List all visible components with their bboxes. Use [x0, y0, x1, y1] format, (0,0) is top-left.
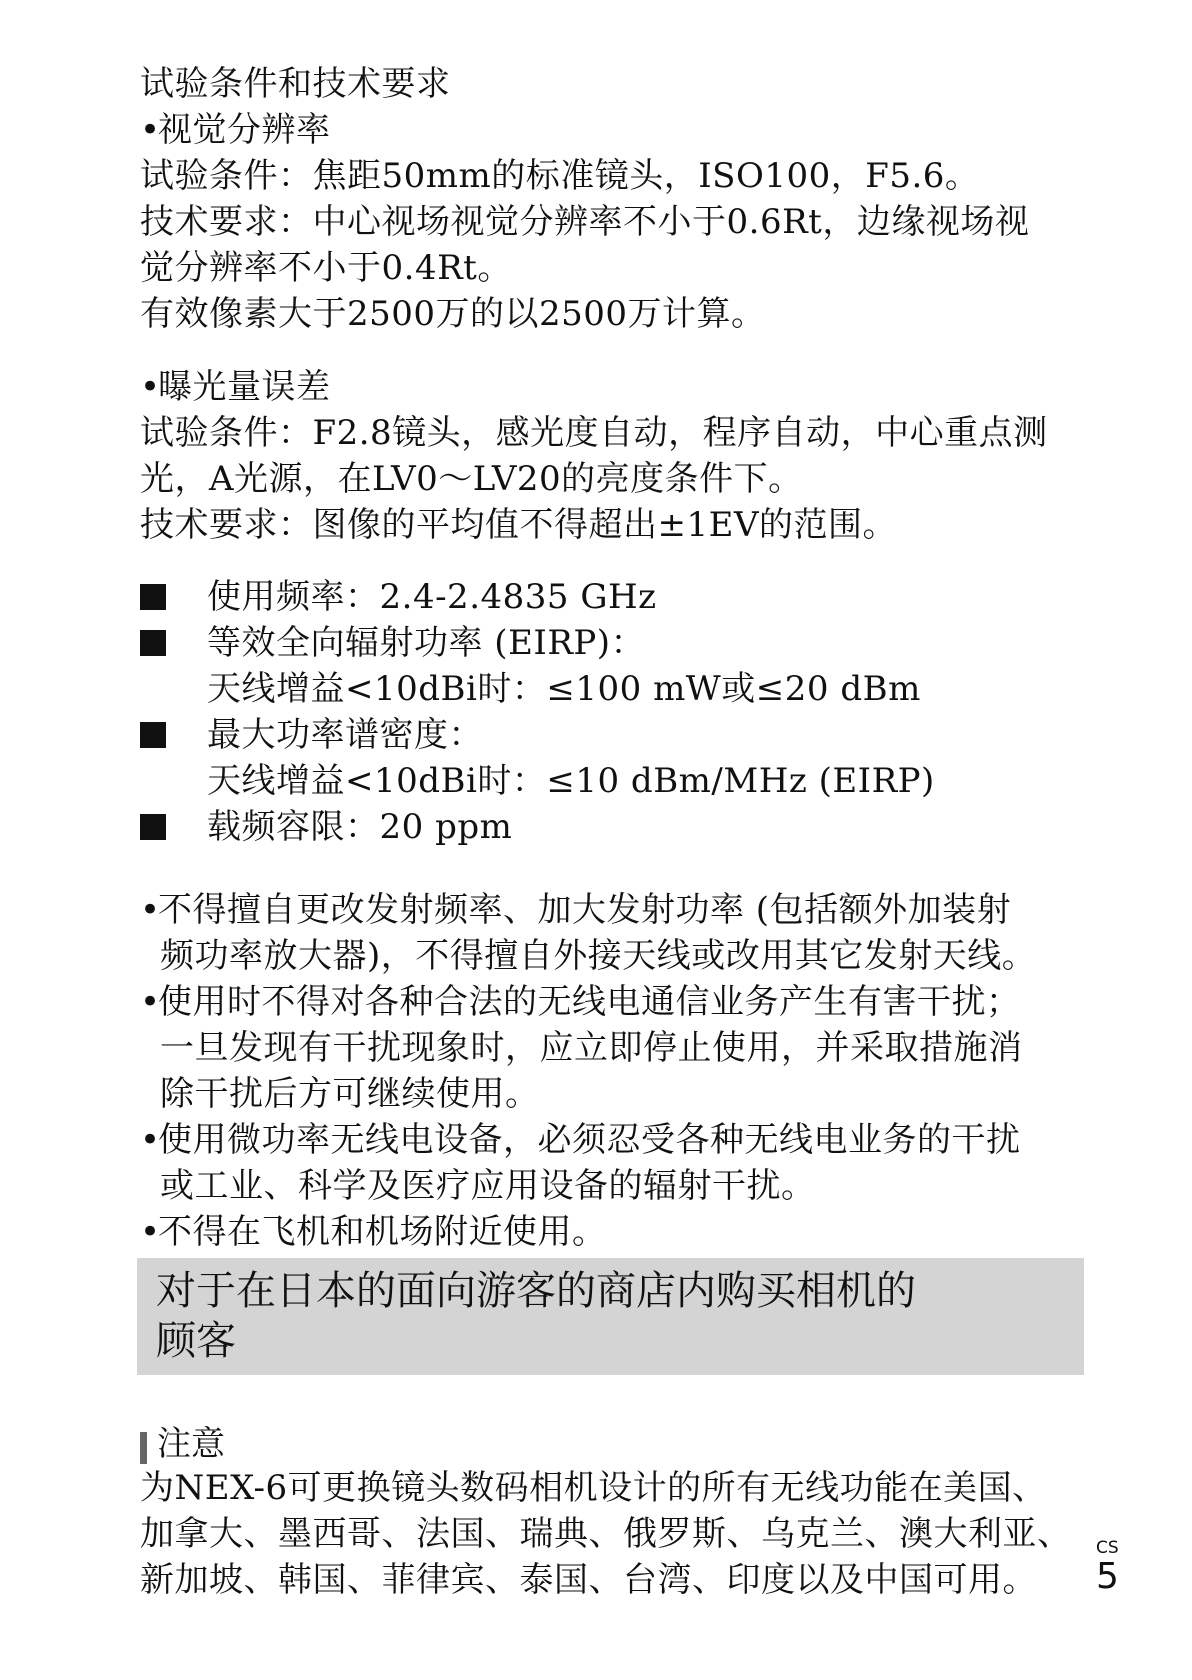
- spec-frequency: 使用频率：2.4-2.4835 GHz: [207, 577, 657, 617]
- bullet-icon: •: [140, 890, 161, 930]
- spec-psd-value: 天线增益<10dBi时：≤10 dBm/MHz (EIRP): [207, 761, 935, 801]
- bullet-icon: •: [140, 1212, 161, 1252]
- rule-item-cont: 除干扰后方可继续使用。: [160, 1074, 540, 1114]
- bullet-icon: •: [140, 110, 161, 150]
- note-text-line: 新加坡、韩国、菲律宾、泰国、台湾、印度以及中国可用。: [140, 1560, 1037, 1600]
- rule-item: •使用微功率无线电设备，必须忍受各种无线电业务的干扰: [140, 1120, 1021, 1160]
- section-heading-line1: 对于在日本的面向游客的商店内购买相机的: [156, 1268, 916, 1314]
- resolution-test-condition: 试验条件：焦距50mm的标准镜头，ISO100，F5.6。: [140, 156, 980, 196]
- spec-tolerance: 载频容限：20 ppm: [207, 807, 513, 847]
- note-text-line: 为NEX-6可更换镜头数码相机设计的所有无线功能在美国、: [140, 1468, 1047, 1508]
- square-bullet-icon: [140, 814, 166, 840]
- resolution-pixel-note: 有效像素大于2500万的以2500万计算。: [140, 294, 766, 334]
- rule-item-cont: 或工业、科学及医疗应用设备的辐射干扰。: [160, 1166, 816, 1206]
- exposure-test-condition-cont: 光，A光源，在LV0～LV20的亮度条件下。: [140, 459, 803, 499]
- rule-item: •使用时不得对各种合法的无线电通信业务产生有害干扰；: [140, 982, 1021, 1022]
- note-title: 注意: [157, 1424, 225, 1464]
- note-text-line: 加拿大、墨西哥、法国、瑞典、俄罗斯、乌克兰、澳大利亚、: [140, 1514, 1072, 1554]
- rule-item-cont: 一旦发现有干扰现象时，应立即停止使用，并采取措施消: [160, 1028, 1023, 1068]
- language-code: CS: [1096, 1538, 1119, 1558]
- square-bullet-icon: [140, 722, 166, 748]
- bullet-icon: •: [140, 1120, 161, 1160]
- square-bullet-icon: [140, 630, 166, 656]
- spec-eirp: 等效全向辐射功率 (EIRP)：: [207, 623, 646, 663]
- rule-item: •不得在飞机和机场附近使用。: [140, 1212, 607, 1252]
- rule-item: •不得擅自更改发射频率、加大发射功率 (包括额外加装射: [140, 890, 1012, 930]
- section-heading-line2: 顾客: [156, 1318, 236, 1364]
- bullet-icon: •: [140, 367, 161, 407]
- exposure-requirement: 技术要求：图像的平均值不得超出±1EV的范围。: [140, 505, 897, 545]
- bullet-icon: •: [140, 982, 161, 1022]
- spec-psd: 最大功率谱密度：: [207, 715, 483, 755]
- exposure-test-condition: 试验条件：F2.8镜头，感光度自动，程序自动，中心重点测: [140, 413, 1048, 453]
- rule-item-cont: 频功率放大器)，不得擅自外接天线或改用其它发射天线。: [160, 936, 1037, 976]
- spec-eirp-value: 天线增益<10dBi时：≤100 mW或≤20 dBm: [207, 669, 921, 709]
- resolution-requirement: 技术要求：中心视场视觉分辨率不小于0.6Rt，边缘视场视: [140, 202, 1030, 242]
- square-bullet-icon: [140, 584, 166, 610]
- resolution-requirement-cont: 觉分辨率不小于0.4Rt。: [140, 248, 512, 288]
- section-title: 试验条件和技术要求: [140, 64, 451, 104]
- resolution-heading: •视觉分辨率: [140, 110, 331, 150]
- exposure-heading: •曝光量误差: [140, 367, 331, 407]
- note-marker-icon: [140, 1432, 147, 1464]
- page-number: 5: [1096, 1556, 1119, 1597]
